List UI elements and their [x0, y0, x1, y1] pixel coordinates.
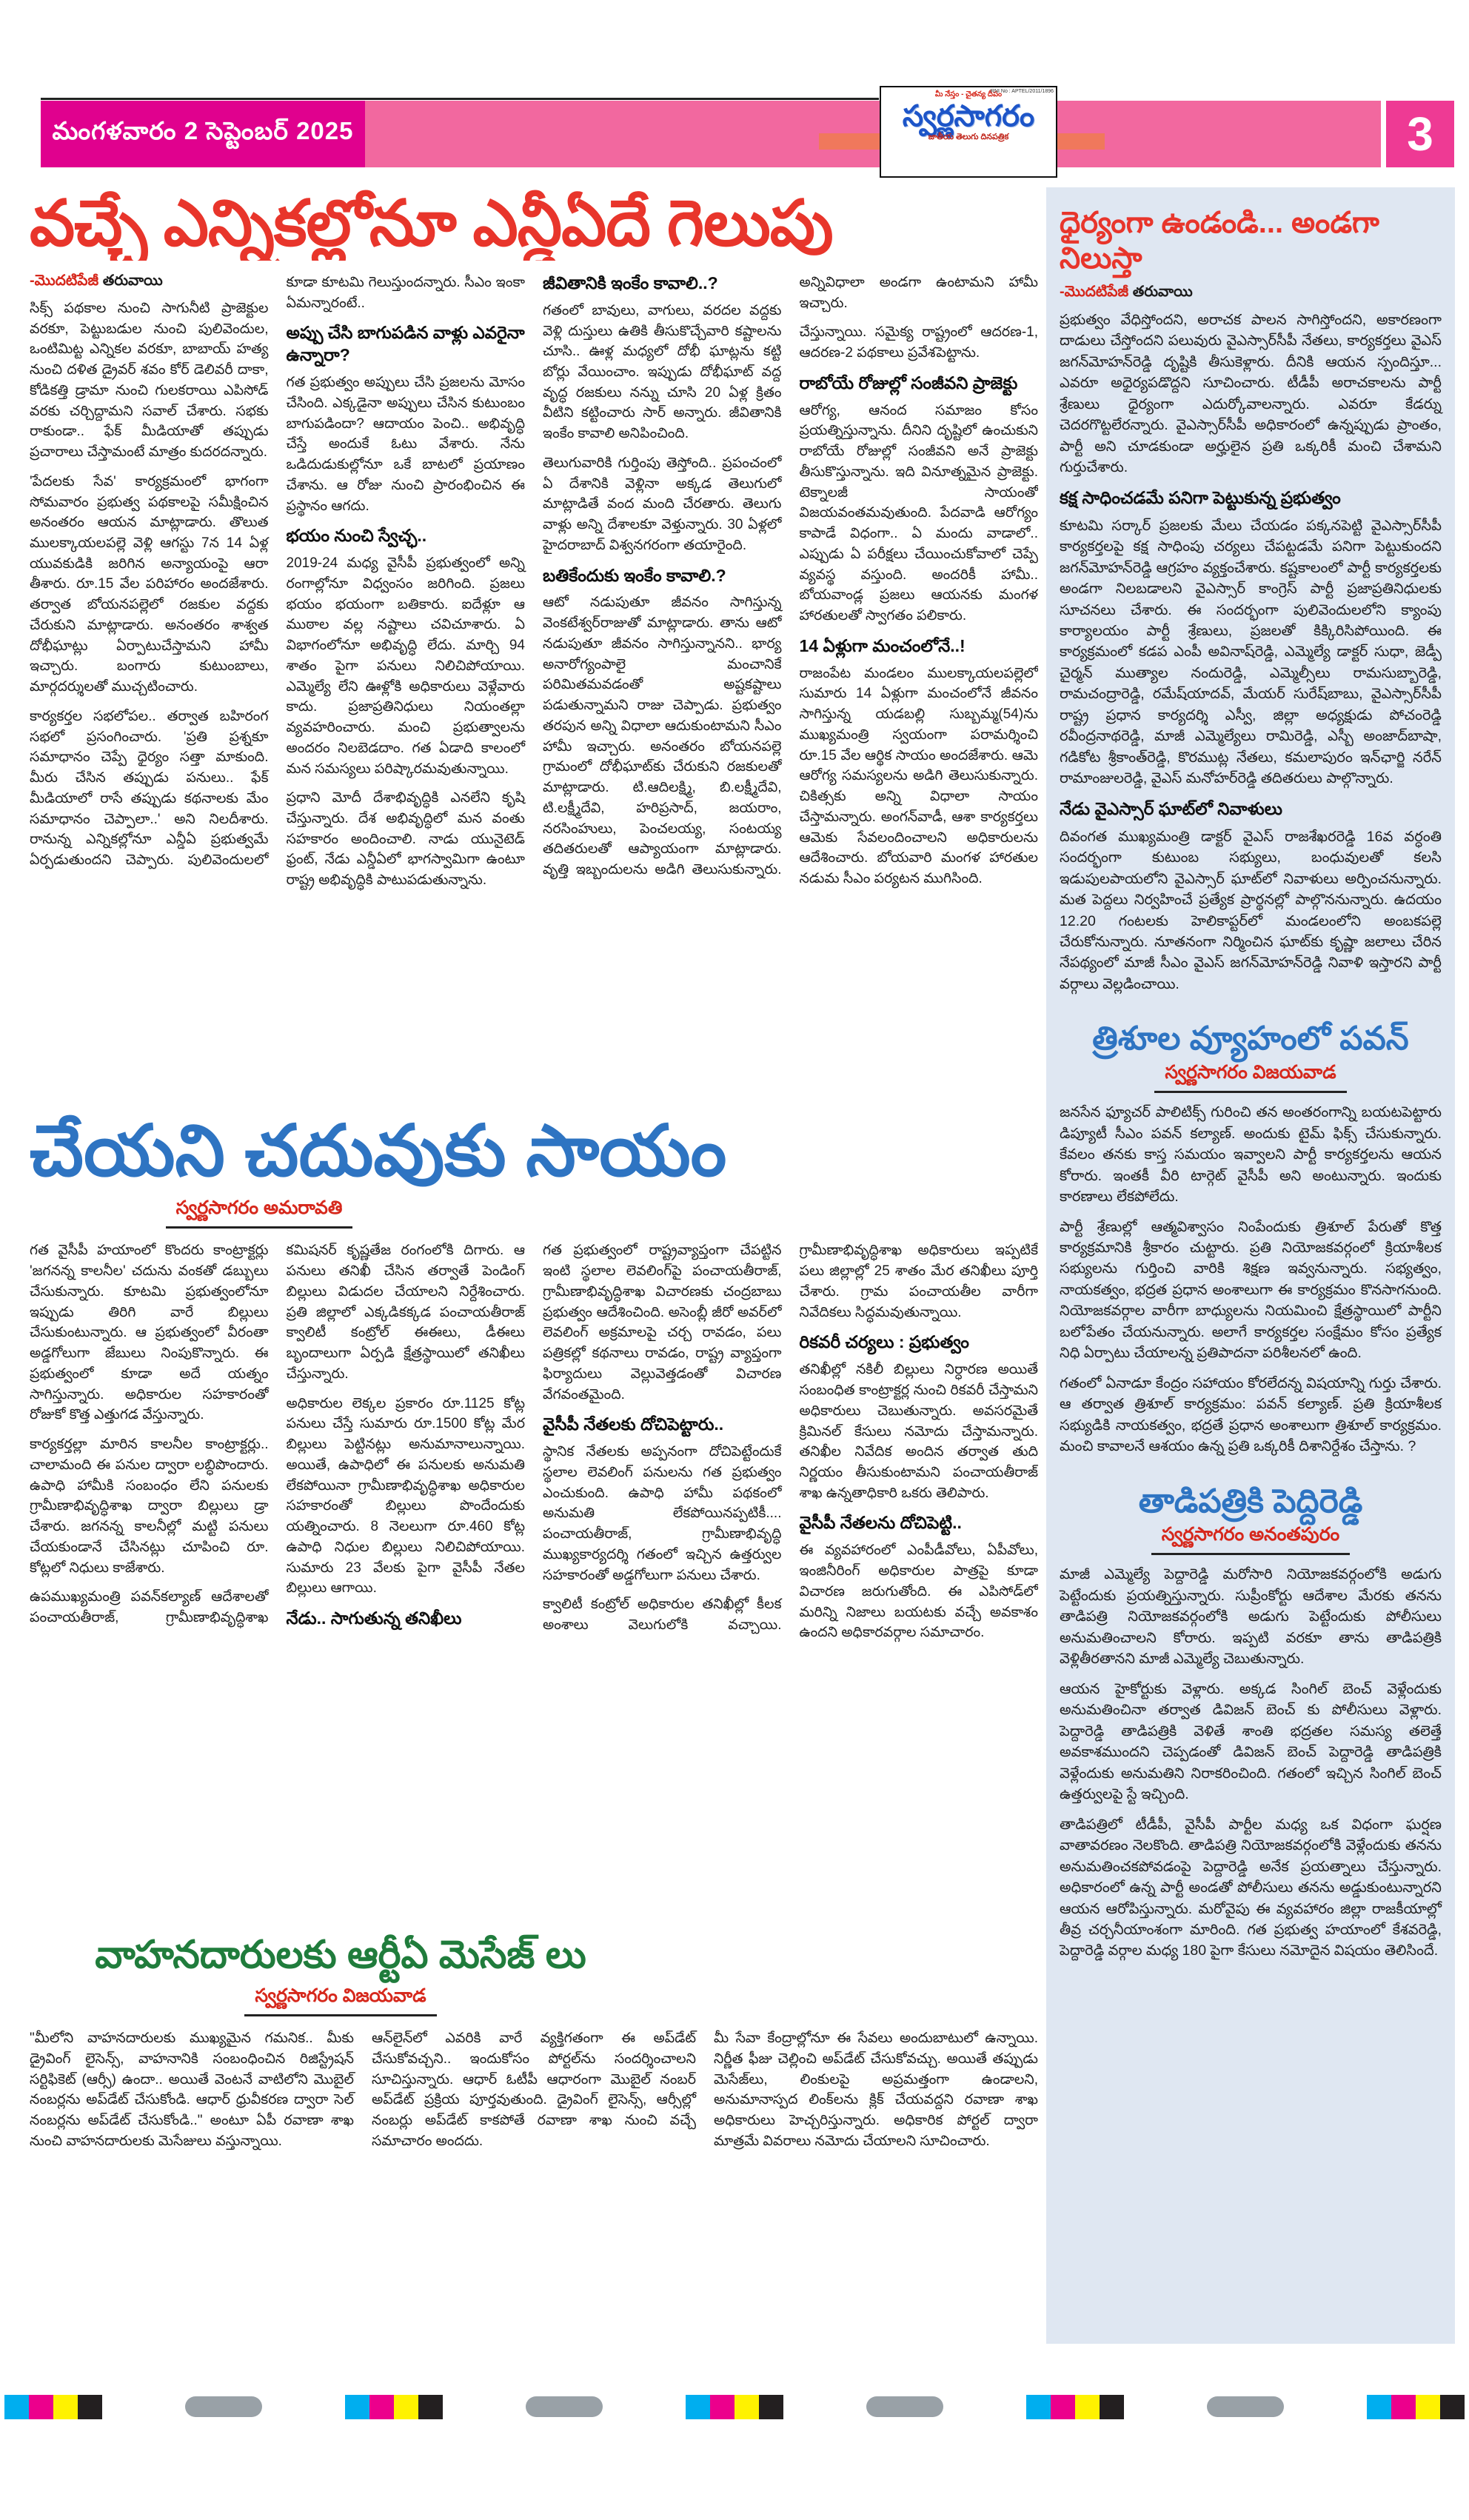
paragraph: ప్రభుత్వం వేధిస్తోందని, అరాచక పాలన సాగిస్తోందని, అకారణంగా దాడులు చేస్తోందని పలువురు వైఎస్సార్‌సీపీ నేతలు, కార్యకర్తలు వైఎస్ జగన్‌మోహన్‌రెడ్డి దృష్టికి తీసుకెళ్లారు. దీనికి ఆయన స్పందిస్తూ... ఎవరూ అధైర్యపడొద్దని సూచించారు. టీడీపీ అరాచకాలను పార్టీ శ్రేణులు ధైర్యంగా ఎదుర్కోవాలన్నారు. ఎవరూ కేడర్ను చెదరగొట్టలేరన్నారు. వైఎస్సార్‌సీపీ అధికారంలో ఉన్నప్పుడు ప్రాంతం, పార్టీ అని చూడకుండా అర్హులైన ప్రతి ఒక్కరికీ మంచి చేశామని గుర్తుచేశారు. — [1060, 312, 1442, 476]
article-rta-columns — [30, 2028, 1038, 2356]
article-sayam-columns — [30, 1240, 1038, 1905]
paragraph: జనసేన ఫ్యూచర్ పాలిటిక్స్ గురించి తన అంతరంగాన్ని బయటపెట్టారు డిప్యూటీ సీఎం పవన్ కల్యాణ్. అందుకు టైమ్ ఫిక్స్ చేసుకున్నారు. కేవలం తనకు కాస్త సమయం ఇవ్వాలని పార్టీ కార్యకర్తలను ఆయన కోరారు. ఇంతకీ వీరి టార్గెట్ వైసీపీ అని అంటున్నారు. ఇందుకు కారణాలు లేకపోలేదు. — [1060, 1104, 1442, 1206]
color-square — [4, 2395, 29, 2419]
paragraph: తనిఖీల్లో నకిలీ బిల్లులు నిర్ధారణ అయితే సంబంధిత కాంట్రాక్టర్ల నుంచి రికవరీ చేస్తామని అధికారులు చెబుతున్నారు. అవసరమైతే క్రిమినల్ కేసులు నమోదు చేస్తామన్నారు. తనిఖీల నివేదిక అందిన తర్వాత తుది నిర్ణయం తీసుకుంటామని పంచాయతీరాజ్ శాఖ ఉన్నతాధికారి ఒకరు తెలిపారు. — [799, 1362, 1038, 1501]
paragraph: స్థానిక నేతలకు అప్పనంగా దోచిపెట్టేందుకే స్థలాల లెవలింగ్ పనులను గత ప్రభుత్వం ఎంచుకుంది. ఉపాధి హామీ పథకంలో అనుమతి లేకపోయినప్పటికీ.... పంచాయతీరాజ్, గ్రామీణాభివృద్ధి ముఖ్యకార్యదర్శి గతంలో ఇచ్చిన ఉత్తర్వుల సహకారంతో అడ్డగోలుగా పనులు చేశారు. — [543, 1444, 782, 1583]
headline-pavan: త్రిశూల వ్యూహంలో పవన్ — [1092, 1020, 1409, 1057]
cmyk-mark-group — [686, 2395, 783, 2419]
paragraph: ఉపముఖ్యమంత్రి పవన్‌కల్యాణ్ ఆదేశాలతో పంచాయతీరాజ్, గ్రామీణాభివృద్ధిశాఖ కమిషనర్ కృష్ణతేజ రంగంలోకి దిగారు. ఆ పనులు తనిఖీ చేసిన తర్వాతే పెండింగ్ బిల్లులు విడుదల చేయాలని నిర్దేశించారు. ప్రతి జిల్లాలో ఎక్కడికక్కడ పంచాయతీరాజ్ క్వాలిటీ కంట్రోల్ ఈఈలు, డీఈలు బృందాలుగా ఏర్పడి క్షేత్రస్థాయిలో తనిఖీలు చేస్తున్నారు. — [30, 1243, 525, 1625]
subheading: రికవరీ చర్యలు : ప్రభుత్వం — [799, 1332, 969, 1352]
subheading: అప్పు చేసి బాగుపడిన వాళ్లు ఎవరైనా ఉన్నారా? — [286, 323, 525, 365]
article-dhairyam-body — [1060, 284, 1442, 995]
rni-number: RNI No : APTEL/2011/1896 — [990, 89, 1054, 94]
subheading: బతికేందుకు ఇంకేం కావాలి.? — [543, 565, 726, 585]
paragraph: తెలుగువారికి గుర్తింపు తెస్తోంది.. ప్రపంచంలో ఏ దేశానికి వెళ్లినా అక్కడ తెలుగులో మాట్లాడితే వంద మంది చేరతారు. తెలుగు వాళ్లు అన్ని దేశాలకూ వెళ్తున్నారు. 30 ఏళ్లలో హైదరాబాద్ విశ్వనగరంగా తయారైంది. — [543, 455, 782, 553]
cmyk-mark-group — [1367, 2395, 1465, 2419]
masthead — [880, 86, 1057, 178]
paragraph: గతంలో బావులు, వాగులు, వరదల వద్దకు వెళ్లి దుస్తులు ఉతికి తీసుకొచ్చేవారి కష్టాలను చూసి.. ఊళ్ల మధ్యలో దోభీ ఘాట్లను కట్టి బోర్లు వేయించాం. ఇప్పుడు దోభీఘాట్ వద్ద వృద్ధ రజకులు నన్ను చూసి 20 ఏళ్ల క్రితం వీటిని కట్టించారు సార్ అన్నారు. జీవితానికి ఇంకేం కావాలి అనిపించింది. — [543, 302, 782, 442]
paragraph: పార్టీ శ్రేణుల్లో ఆత్మవిశ్వాసం నింపేందుకు త్రిశూల్ పేరుతో కొత్త కార్యక్రమానికి శ్రీకారం చుట్టారు. ప్రతి నియోజకవర్గంలో క్రియాశీలక సభ్యులను గుర్తించి వారికి శిక్షణ ఇవ్వనున్నారు. సభ్యత్వం, నాయకత్వం, భద్రత ప్రధాన అంశాలుగా ఈ కార్యక్రమం కొనసాగనుంది. నియోజకవర్గాల వారీగా బాధ్యులను నియమించి క్షేత్రస్థాయిలో పార్టీని బలోపేతం చేయనున్నారు. అలాగే కార్యకర్తల సంక్షేమం కోసం ప్రత్యేక నిధి ఏర్పాటు చేయాలన్న ప్రతిపాదనా పరిశీలనలో ఉంది. — [1060, 1218, 1442, 1362]
paragraph: గత ప్రభుత్వం అప్పులు చేసి ప్రజలను మోసం చేసింది. ఎక్కడైనా అప్పులు చేసిన కుటుంబం బాగుపడిందా? ఆదాయం పెంచి.. అభివృద్ధి చేస్తే అందుకే ఓటు వేశారు. నేను ఒడిదుడుకుల్లోనూ ఒకే బాటలో ప్రయాణం చేశాను. ఆ రోజు నుంచి ప్రారంభించిన ఈ ప్రస్థానం ఆగదు. — [286, 375, 525, 514]
header-rule — [41, 98, 879, 100]
paragraph: రాజంపేట మండలం ములక్కాయలపల్లెలో సుమారు 14 ఏళ్లుగా మంచంలోనే జీవనం సాగిస్తున్న యడబల్లి సుబ్బమ్మ(54)ను ముఖ్యమంత్రి స్వయంగా పరామర్శించి రూ.15 వేల ఆర్థిక సాయం అందజేశారు. ఆమె ఆరోగ్య సమస్యలను అడిగి తెలుసుకున్నారు. చికిత్సకు అన్ని విధాలా సాయం చేస్తామన్నారు. అంగన్‌వాడీ, ఆశా కార్యకర్తలు ఆమెకు సేవలందించాలని అధికారులను ఆదేశించారు. బోయవారి మంగళ హారతుల నడుమ సీఎం పర్యటన ముగిసింది. — [799, 665, 1038, 887]
paragraph: ప్రధాని మోదీ దేశాభివృద్ధికి ఎనలేని కృషి చేస్తున్నారు. దేశ అభివృద్ధిలో మన వంతు సహకారం అందించాలి. నాడు యునైటెడ్ ఫ్రంట్, నేడు ఎన్డీఏలో భాగస్వామిగా ఉంటూ రాష్ట్ర అభివృద్ధికి పాటుపడుతున్నాను. — [286, 790, 525, 889]
paragraph: గత ప్రభుత్వంలో రాష్ట్రవ్యాప్తంగా చేపట్టిన ఇంటి స్థలాల లెవలింగ్‌పై పంచాయతీరాజ్, గ్రామీణాభివృద్ధిశాఖ విచారణకు చంద్రబాబు ప్రభుత్వం ఆదేశించింది. అసెంబ్లీ జీరో అవర్‌లో లెవలింగ్ అక్రమాలపై చర్చ రావడం, పలు పత్రికల్లో కథనాలు రావడం, రాష్ట్ర వ్యాప్తంగా ఫిర్యాదులు వెల్లువెత్తడంతో విచారణ వేగవంతమైంది. — [543, 1243, 782, 1403]
color-square — [1026, 2395, 1051, 2419]
dateline-pavan-wrap — [1060, 1062, 1442, 1093]
color-square — [1367, 2395, 1391, 2419]
masthead-tagline-bottom: జాతీయ తెలుగు దినపత్రిక — [928, 133, 1009, 141]
color-square — [1416, 2395, 1440, 2419]
paragraph: కూటమి సర్కార్ ప్రజలకు మేలు చేయడం పక్కనపెట్టి వైఎస్సార్‌సీపీ కార్యకర్తలపై కక్ష సాధింపు చర్యలు చేపట్టడమే పనిగా పెట్టుకుందని జగన్‌మోహన్‌రెడ్డి ఆగ్రహం వ్యక్తంచేశారు. కష్టకాలంలో పార్టీ కార్యకర్తలకు అండగా నిలబడాలని వైఎస్సార్ కాంగ్రెస్ పార్టీ ప్రజాప్రతినిధులకు సూచనలు చేశారు. ఈ సందర్భంగా పులివెందులలోని క్యాంపు కార్యాలయం పార్టీ శ్రేణులు, ప్రజలతో కిక్కిరిసిపోయింది. ఈ కార్యక్రమంలో కడప ఎంపీ అవినాష్‌రెడ్డి, ఎమ్మెల్యే డాక్టర్ సుధా, జెడ్పీ చైర్మన్ ముత్యాల నందురెడ్డి, ఎమ్మెల్సీలు రామసుబ్బారెడ్డి, రామచంద్రారెడ్డి, రమేష్‌యాదవ్, మేయర్ సురేష్‌బాబు, వైఎస్సార్‌సీపీ రాష్ట్ర ప్రధాన కార్యదర్శి ఎస్వీ, జిల్లా అధ్యక్షుడు పోచంరెడ్డి రవీంద్రనాథరెడ్డి, మాజీ ఎమ్మెల్యేలు రామిరెడ్డి, ఎస్బీ అంజాద్‌బాషా, గడికోట శ్రీకాంత్‌రెడ్డి, కొరముట్ల నేతలు, కమలాపురం ఇన్‌ఛార్జి నరేన్ రామాంజులరెడ్డి, వైఎస్ మనోహర్‌రెడ్డి తదితరులు పాల్గొన్నారు. — [1060, 517, 1442, 787]
color-square — [1391, 2395, 1416, 2419]
article-ndea-columns — [30, 273, 1038, 1081]
color-square — [418, 2395, 443, 2419]
headline-sayam: చేయని చదువుకు సాయం — [30, 1112, 727, 1191]
paragraph: ఆయన హైకోర్టుకు వెళ్లారు. అక్కడ సింగిల్ బెంచ్ వెళ్లేందుకు అనుమతించినా తర్వాత డివిజన్ బెంచ్ కు పోలీసులు వెళ్లారు. పెద్దారెడ్డి తాడిపత్రికి వెళితే శాంతి భద్రతల సమస్య తలెత్తే అవకాశముందని చెప్పడంతో డివిజన్ బెంచ్ పెద్దారెడ్డి తాడిపత్రికి వెళ్లేందుకు అనుమతిని నిరాకరించింది. గతంలో ఇచ్చిన సింగిల్ బెంచ్ ఉత్తర్వులపై స్టే ఇచ్చింది. — [1060, 1680, 1442, 1803]
paragraph: ఈ వ్యవహారంలో ఎంపీడీవోలు, ఏపీవోలు, ఇంజినీరింగ్ అధికారుల పాత్రపై కూడా విచారణ జరుగుతోంది. ఈ ఎపిసోడ్‌లో మరిన్ని నిజాలు బయటకు వచ్చే అవకాశం ఉందని అధికారవర్గాల సమాచారం. — [799, 1543, 1038, 1641]
headline-peddireddy: తాడిపత్రికి పెద్దిరెడ్డి — [1138, 1483, 1363, 1520]
article-rta-header — [30, 1934, 652, 2016]
dateline-pavan: స్వర్ణసాగరం విజయవాడ — [1154, 1062, 1346, 1093]
gray-pill-mark — [1207, 2396, 1284, 2417]
headline-ndea: వచ్చే ఎన్నికల్లోనూ ఎన్డీఏదే గెలుపు — [30, 188, 833, 259]
color-square — [759, 2395, 783, 2419]
paragraph: గతంలో ఏనాడూ కేంద్రం సహాయం కోరలేదన్న విషయాన్ని గుర్తు చేశారు. ఆ తర్వాత త్రిశూల్ కార్యక్రమం: పవన్ కల్యాణ్. ప్రతి క్రియాశీలక సభ్యుడికి నాయకత్వం, భద్రతే ప్రధాన అంశాలుగా త్రిశూల్ కార్యక్రమం. మంచి కావాలనే ఆశయం ఉన్న ప్రతి ఒక్కరికీ దిశానిర్దేశం చేస్తాను. ? — [1060, 1374, 1442, 1455]
masthead-tagline-top: మీ నేస్తం - చైతన్య దీపం — [934, 90, 1003, 98]
masthead-title: స్వర్ణసాగరం — [902, 100, 1035, 133]
paragraph: "మీలోని వాహనదారులకు ముఖ్యమైన గమనిక.. మీకు డ్రైవింగ్ లైసెన్స్, వాహనానికి సంబంధించిన రిజిస్ట్రేషన్ సర్టిఫికెట్ (ఆర్సీ) ఉందా.. అయితే వెంటనే వాటిలోని మొబైల్ నంబర్లను అప్‌డేట్ చేసుకోండి. ఆధార్ ధ్రువీకరణ ద్వారా సెల్ నంబర్లను అప్‌డేట్ చేసుకోండి.." అంటూ ఏపీ రవాణా శాఖ నుంచి వాహనదారులకు మెసేజులు వస్తున్నాయి. — [30, 2031, 354, 2149]
paragraph: ఆటో నడుపుతూ జీవనం సాగిస్తున్న వెంకటేశ్వర్‌రాజుతో మాట్లాడారు. తాను ఆటో నడుపుతూ జీవనం సాగిస్తున్నానని.. భార్య అనారోగ్యంపాలై మంచానికే పరిమితమవడంతో అష్టకష్టాలు పడుతున్నామని రాజు చెప్పాడు. ప్రభుత్వం తరపున అన్ని విధాలా ఆదుకుంటామని సీఎం హామీ ఇచ్చారు. అనంతరం బోయనపల్లె గ్రామంలో దోభీఘాట్‌కు చేరుకుని రజకులతో మాట్లాడారు. టి.ఆదిలక్ష్మి, బి.లక్ష్మీదేవి, టి.లక్ష్మీదేవి, హరిప్రసాద్, జయరాం, నరసింహులు, పెంచలయ్య, సంటయ్య తదితరులతో ఆప్యాయంగా మాట్లాడారు. వృత్తి ఇబ్బందులను అడిగి తెలుసుకున్నారు. అన్నివిధాలా అండగా ఉంటామని హామీ ఇచ్చారు. — [543, 274, 1038, 878]
paragraph: 'పేదలకు సేవ' కార్యక్రమంలో భాగంగా సోమవారం ప్రభుత్వ పథకాలపై సమీక్షించిన అనంతరం ఆయన మాట్లాడారు. తొలుత ములక్కాయలపల్లె వెళ్లి ఆగస్టు 7న 14 ఏళ్ల యువకుడికి జరిగిన అన్యాయంపై ఆరా తీశారు. రూ.15 వేల పరిహారం అందజేశారు. తర్వాత బోయనపల్లెలో రజకుల వద్దకు చేరుకుని మాట్లాడారు. అనంతరం శాశ్వత దోభీఘాట్లు ఏర్పాటుచేస్తామని హామీ ఇచ్చారు. బంగారు కుటుంబాలు, మార్గదర్శులతో ముచ్చటించారు. — [30, 473, 269, 695]
paragraph: ఆరోగ్య, ఆనంద సమాజం కోసం ప్రయత్నిస్తున్నాను. దీనిని దృష్టిలో ఉంచుకుని రాబోయే రోజుల్లో సంజీవని అనే ప్రాజెక్టు తీసుకొస్తున్నాను. ఇది వినూత్నమైన ప్రాజెక్టు. టెక్నాలజీ సాయంతో విజయవంతమవుతుంది. పేదవాడి ఆరోగ్యం కాపాడే విధంగా.. ఏ మందు వాడాలో.. ఎప్పుడు ఏ పరీక్షలు చేయించుకోవాలో చెప్పే వ్యవస్థ వస్తుంది. అందరికీ హామీ.. బోయవాండ్ల ప్రజలు ఆయనకు మంగళ హారతులతో స్వాగతం పలికారు. — [799, 402, 1038, 624]
dateline-sayam-wrap — [30, 1197, 489, 1229]
subheading: రాబోయే రోజుల్లో సంజీవని ప్రాజెక్టు — [799, 372, 1018, 392]
dateline-peddireddy: స్వర్ణసాగరం అనంతపురం — [1151, 1524, 1350, 1555]
paragraph: 2019-24 మధ్య వైసీపీ ప్రభుత్వంలో అన్ని రంగాల్లోనూ విధ్వంసం జరిగింది. ప్రజలు భయం భయంగా బతికారు. ఐదేళ్లూ ఆ ముఠాల వల్ల నష్టాలు చవిచూశారు. ఏ విభాగంలోనూ అభివృద్ధి లేదు. మార్చి 94 శాతం పైగా పనులు నిలిచిపోయాయి. ఎమ్మెల్యే లేని ఊళ్లోకి అధికారులు వెళ్లేవారు కాదు. ప్రజాప్రతినిధులు నియంతల్లా వ్యవహరించారు. మంచి ప్రభుత్వాలను అందరం నిలబెడదాం. గత ఏడాది కాలంలో మన సమస్యలు పరిష్కారమవుతున్నాయి. — [286, 555, 525, 777]
paragraph: కార్యకర్తల సభలోపల.. తర్వాత బహిరంగ సభలో ప్రసంగించారు. 'ప్రతి ప్రశ్నకూ సమాధానం చెప్పే ధైర్యం సత్తా మాకుంది. మీరు చేసిన తప్పుడు పనులు.. ఫేక్ మీడియాలో రాసే తప్పుడు కథనాలకు మేం సమాధానం చెప్పాలా..' అని నిలదీశారు. రానున్న ఎన్నికల్లోనూ ఎన్డీఏ ప్రభుత్వమే ఏర్పడుతుందని చెప్పారు. పులివెందులలో కూడా కూటమి గెలుస్తుందన్నారు. సీఎం ఇంకా ఏమన్నారంటే.. — [30, 274, 525, 868]
masthead-right-dash — [1057, 133, 1105, 150]
paragraph: మీ సేవా కేంద్రాల్లోనూ ఈ సేవలు అందుబాటులో ఉన్నాయి. నిర్ణీత ఫీజు చెల్లించి అప్‌డేట్ చేసుకోవచ్చు. అయితే తప్పుడు మెసేజ్‌లు, లింకులపై అప్రమత్తంగా ఉండాలని, అనుమానాస్పద లింక్‌లను క్లిక్ చేయవద్దని రవాణా శాఖ అధికారులు హెచ్చరిస్తున్నారు. అధికారిక పోర్టల్ ద్వారా మాత్రమే వివరాలు నమోదు చేయాలని సూచించారు. — [714, 2031, 1038, 2149]
subheading: నేడు వైఎస్సార్ ఘాట్‌లో నివాళులు — [1060, 798, 1282, 818]
headline-dhairyam: ధైర్యంగా ఉండండి... అండగా నిలుస్తా — [1060, 207, 1379, 275]
color-square — [1440, 2395, 1465, 2419]
masthead-left-dash — [819, 133, 880, 150]
color-square — [369, 2395, 394, 2419]
right-panel — [1046, 187, 1455, 2344]
paragraph: చేస్తున్నాయి. సమైక్య రాష్ట్రంలో ఆదరణ-1, ఆదరణ-2 పథకాలు ప్రవేశపెట్టాను. — [799, 324, 1038, 361]
article-pavan-body — [1060, 1102, 1442, 1457]
color-square — [1100, 2395, 1124, 2419]
color-square — [53, 2395, 78, 2419]
page-number-box — [1386, 101, 1454, 167]
subheading: కక్ష సాధించడమే పనిగా పెట్టుకున్న ప్రభుత్వం — [1060, 487, 1341, 507]
subheading: వైసీపీ నేతలకు దోచిపెట్టారు.. — [543, 1414, 724, 1434]
color-square — [394, 2395, 418, 2419]
headline-rta: వాహనదారులకు ఆర్టీఏ మెసేజ్ లు — [95, 1934, 586, 1977]
page-number: 3 — [1407, 107, 1433, 161]
continuation-marker: -మొదటిపేజీ తరువాయి — [1060, 284, 1193, 300]
cmyk-mark-group — [345, 2395, 443, 2419]
cmyk-mark-group — [4, 2395, 102, 2419]
subheading: వైసీపీ నేతలను దోచిపెట్టి.. — [799, 1513, 962, 1533]
paragraph: మాజీ ఎమ్మెల్యే పెద్దారెడ్డి మరోసారి నియోజకవర్గంలోకి అడుగు పెట్టేందుకు ప్రయత్నిస్తున్నారు. సుప్రీంకోర్టు ఆదేశాల మేరకు తనను తాడిపత్రి నియోజకవర్గంలోకి అడుగు పెట్టేందుకు పోలీసులు అనుమతించాలని కోరారు. ఇప్పటి వరకూ తాను తాడిపత్రికి వెళ్లితీరతానని మాజీ ఎమ్మెల్యే చెబుతున్నారు. — [1060, 1566, 1442, 1668]
dateline-peddireddy-wrap — [1060, 1524, 1442, 1555]
color-square — [78, 2395, 102, 2419]
date-box — [41, 101, 365, 167]
paragraph: సిక్స్ పథకాల నుంచి సాగునీటి ప్రాజెక్టుల వరకూ, పెట్టుబడుల నుంచి పులివెందుల, ఒంటిమిట్ట ఎన్నికల వరకూ, బాబాయ్ హత్య నుంచి దళిత డ్రైవర్ శవం కోర్ డెలివరీ దాకా, కోడికత్తి డ్రామా నుంచి గులకరాయి ఎపిసోడ్ వరకు చర్చిద్దామని సవాల్ చేశారు. సభకు రాకుండా.. ఫేక్ మీడియాతో తప్పుడు ప్రచారాలు చేస్తామంటే మాత్రం కుదరదన్నారు. — [30, 300, 269, 461]
color-square — [1075, 2395, 1100, 2419]
dateline-rta: స్వర్ణసాగరం విజయవాడ — [244, 1985, 436, 2016]
color-square — [1051, 2395, 1075, 2419]
paragraph: క్వాలిటీ కంట్రోల్ అధికారుల తనిఖీల్లో కీలక అంశాలు వెలుగులోకి వచ్చాయి. గ్రామీణాభివృద్ధిశాఖ అధికారులు ఇప్పటికే పలు జిల్లాల్లో 25 శాతం మేర తనిఖీలు పూర్తి చేశారు. గ్రామ పంచాయతీల వారీగా నివేదికలు సిద్ధమవుతున్నాయి. — [543, 1243, 1038, 1634]
paragraph: తాడిపత్రిలో టీడీపీ, వైసీపీ పార్టీల మధ్య ఒక విధంగా ఘర్షణ వాతావరణం నెలకొంది. తాడిపత్రి నియోజకవర్గంలోకి వెళ్లేందుకు తనను అనుమతించకపోవడంపై పెద్దారెడ్డి అనేక ప్రయత్నాలు చేస్తున్నారు. అధికారంలో ఉన్న పార్టీ అండతో పోలీసులు తనను అడ్డుకుంటున్నారని ఆయన ఆరోపిస్తున్నారు. మరోవైపు ఈ వ్యవహారం జిల్లా రాజకీయాల్లో తీవ్ర చర్చనీయాంశంగా మారింది. గత ప్రభుత్వ హయాంలో కేశవరెడ్డి, పెద్దారెడ్డి వర్గాల మధ్య 180 పైగా కేసులు నమోదైన విషయం తెలిసిందే. — [1060, 1816, 1442, 1959]
gray-pill-mark — [866, 2396, 943, 2417]
paragraph: ఆన్‌లైన్‌లో ఎవరికి వారే వ్యక్తిగతంగా ఈ అప్‌డేట్ చేసుకోవచ్చని.. ఇందుకోసం పోర్టల్‌ను సందర్శించాలని సూచిస్తున్నారు. ఆధార్ ఓటీపీ ఆధారంగా మొబైల్ నంబర్ అప్‌డేట్ ప్రక్రియ పూర్తవుతుంది. డ్రైవింగ్ లైసెన్స్, ఆర్సీల్లో నంబర్లు అప్‌డేట్ కాకపోతే రవాణా శాఖ నుంచి వచ్చే సమాచారం అందదు. — [372, 2031, 696, 2149]
paragraph: దివంగత ముఖ్యమంత్రి డాక్టర్ వైఎస్ రాజశేఖరరెడ్డి 16వ వర్ధంతి సందర్భంగా కుటుంబ సభ్యులు, బంధువులతో కలసి ఇడుపులపాయలోని వైఎస్సార్ ఘాట్‌లో నివాళులు అర్పించనున్నారు. మత పెద్దలు నిర్వహించే ప్రత్యేక ప్రార్థనల్లో పాల్గొననున్నారు. ఉదయం 12.20 గంటలకు హెలికాప్టర్‌లో మండలంలోని అంబకపల్లె చేరుకోనున్నారు. నూతనంగా నిర్మించిన ఘాట్‌కు కృష్ణా జలాలు చేరిన నేపథ్యంలో మాజీ సీఎం వైఎస్ జగన్‌మోహన్‌రెడ్డి నివాళి ఇస్తారని పార్టీ వర్గాలు వెల్లడించాయి. — [1060, 828, 1442, 992]
dateline-sayam: స్వర్ణసాగరం అమరావతి — [166, 1197, 353, 1229]
subheading: 14 ఏళ్లుగా మంచంలోనే..! — [799, 635, 966, 655]
cmyk-mark-group — [1026, 2395, 1124, 2419]
paragraph: గత వైసీపీ హయాంలో కొందరు కాంట్రాక్టర్లు 'జగనన్న కాలనీల' చదును వంకతో డబ్బులు చేసుకున్నారు. కూటమి ప్రభుత్వంలోనూ ఇప్పుడు తిరిగి వారే బిల్లులు చేసుకుంటున్నారు. ఆ ప్రభుత్వంలో వీరంతా అడ్డగోలుగా జేబులు నింపుకొన్నారు. ఈ ప్రభుత్వంలో కూడా అదే యత్నం సాగిస్తున్నారు. అధికారుల సహకారంతో రోజుకో కొత్త ఎత్తుగడ వేస్తున్నారు. — [30, 1243, 269, 1423]
date-text: మంగళవారం 2 సెప్టెంబర్ 2025 — [52, 117, 354, 144]
color-square — [345, 2395, 369, 2419]
gray-pill-mark — [526, 2396, 603, 2417]
subheading: నేడు.. సాగుతున్న తనిఖీలు — [286, 1608, 462, 1628]
color-square — [686, 2395, 710, 2419]
article-peddireddy-body — [1060, 1564, 1442, 1961]
continuation-marker: -మొదటిపేజీ తరువాయి — [30, 272, 163, 289]
gray-pill-mark — [185, 2396, 262, 2417]
main-content — [30, 187, 1038, 2356]
print-registration-marks — [0, 2393, 1469, 2420]
dateline-rta-wrap — [30, 1985, 652, 2016]
paragraph: అధికారుల లెక్కల ప్రకారం రూ.1125 కోట్ల పనులు చేస్తే సుమారు రూ.1500 కోట్ల మేర బిల్లులు పెట్టినట్లు అనుమానాలున్నాయి. అయితే, ఉపాధిలో ఈ పనులకు అనుమతి లేకపోయినా గ్రామీణాభివృద్ధిశాఖ అధికారుల సహకారంతో బిల్లులు పొందేందుకు యత్నించారు. 8 నెలలుగా రూ.460 కోట్ల ఉపాధి నిధుల బిల్లులు నిలిచిపోయాయి. సుమారు 23 వేలకు పైగా వైసీపీ నేతల బిల్లులు ఆగాయి. — [286, 1395, 525, 1597]
subheading: భయం నుంచి స్వేచ్ఛ.. — [286, 526, 427, 546]
color-square — [734, 2395, 759, 2419]
paragraph: కార్యకర్తల్లా మారిన కాలనీల కాంట్రాక్టర్లు.. చాలామంది ఈ పనుల ద్వారా లబ్ధిపొందారు. ఉపాధి హామీకి సంబంధం లేని పనులకు గ్రామీణాభివృద్ధిశాఖ ద్వారా బిల్లులు డ్రా చేశారు. జగనన్న కాలనీల్లో మట్టి పనులు చేయకుండానే చేసినట్లు చూపించి రూ. కోట్లలో నిధులు కాజేశారు. — [30, 1437, 269, 1576]
subheading: జీవితానికి ఇంకేం కావాలి..? — [543, 273, 718, 293]
color-square — [710, 2395, 734, 2419]
color-square — [29, 2395, 53, 2419]
